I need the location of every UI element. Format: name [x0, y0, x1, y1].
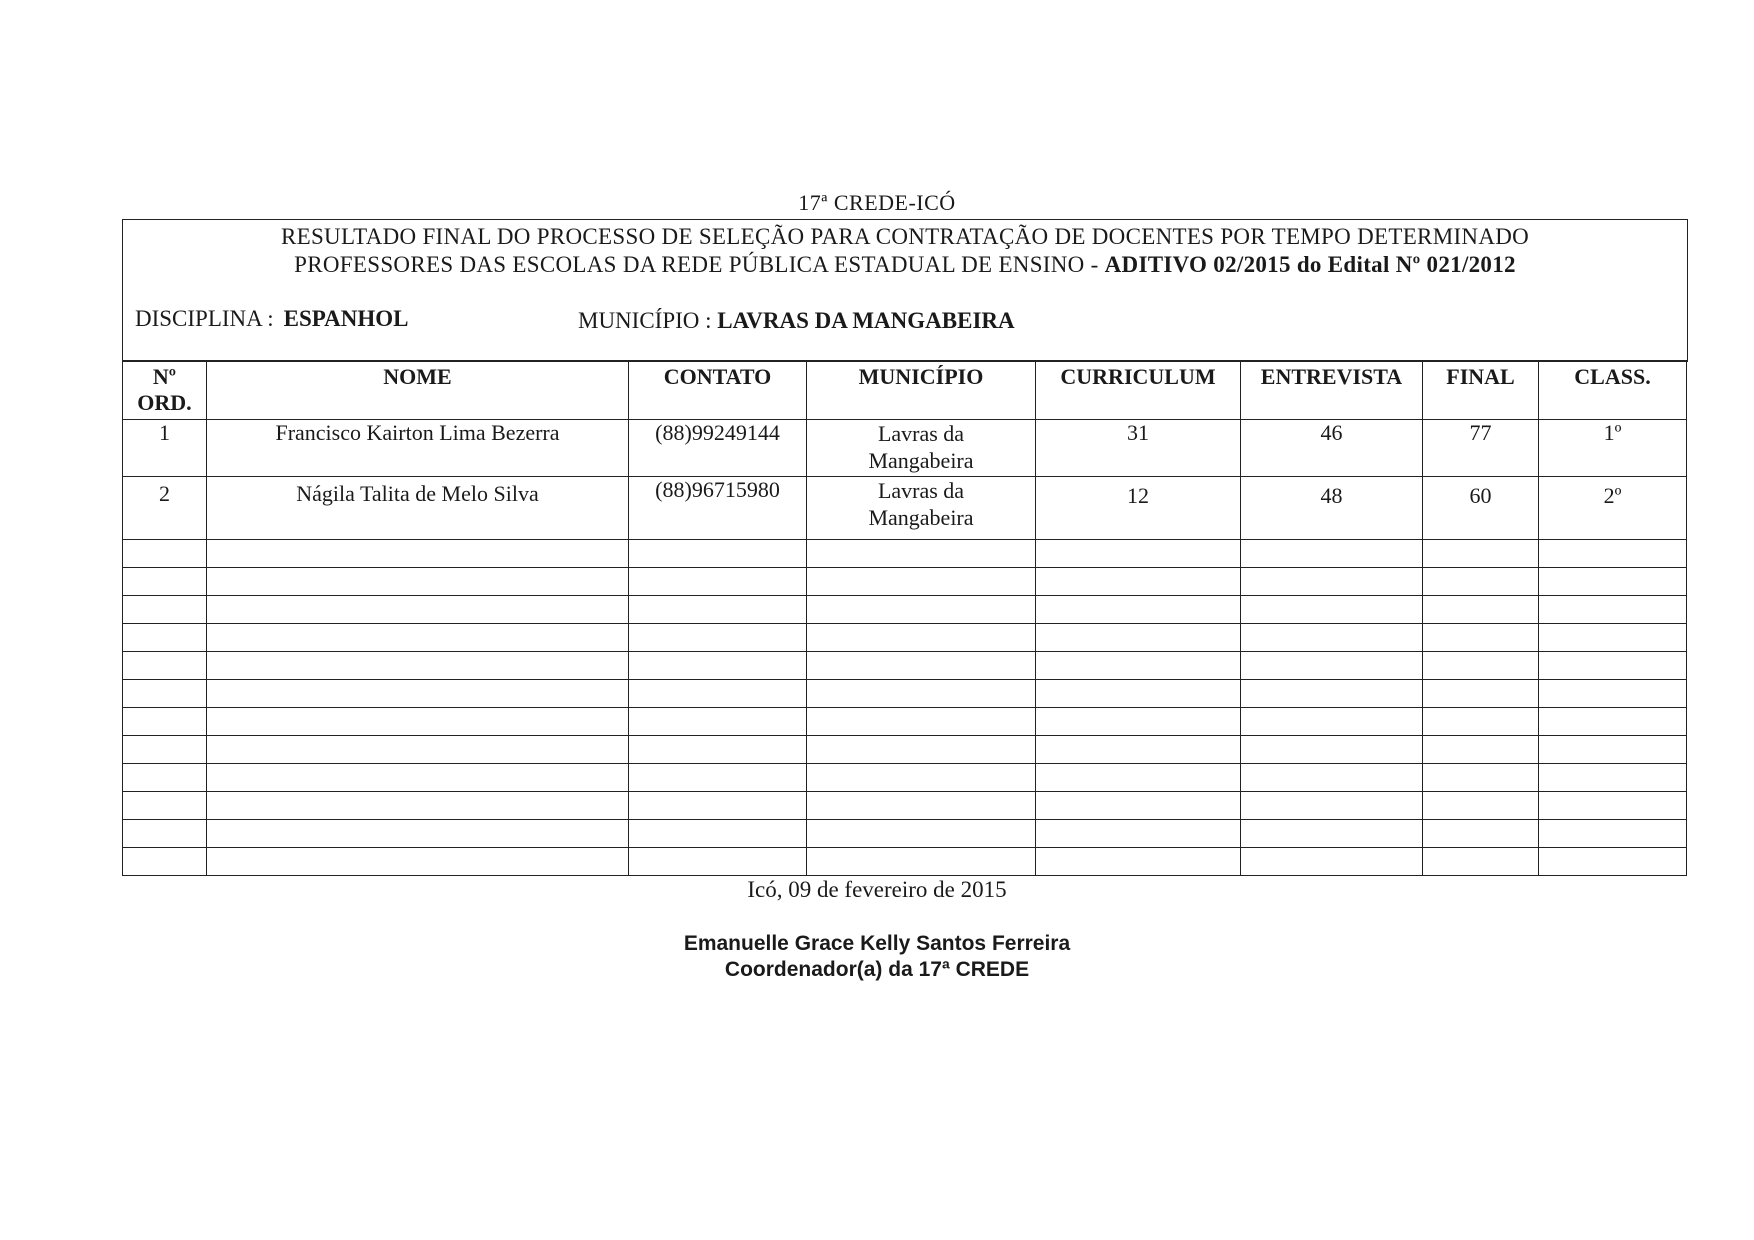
- empty-cell: [207, 624, 629, 652]
- cell-final: 77: [1423, 420, 1539, 477]
- empty-cell: [1036, 680, 1241, 708]
- empty-cell: [1036, 848, 1241, 876]
- empty-cell: [123, 820, 207, 848]
- empty-cell: [807, 792, 1036, 820]
- empty-cell: [1539, 820, 1687, 848]
- empty-cell: [807, 624, 1036, 652]
- header-contato: CONTATO: [629, 361, 807, 420]
- cell-nome: Francisco Kairton Lima Bezerra: [207, 420, 629, 477]
- empty-cell: [1036, 708, 1241, 736]
- empty-cell: [629, 736, 807, 764]
- header-entrevista: ENTREVISTA: [1241, 361, 1423, 420]
- empty-cell: [123, 792, 207, 820]
- header-nome: NOME: [207, 361, 629, 420]
- empty-cell: [1539, 680, 1687, 708]
- cell-contato: (88)96715980: [629, 477, 807, 540]
- empty-cell: [1036, 596, 1241, 624]
- empty-cell: [1241, 792, 1423, 820]
- empty-cell: [1539, 764, 1687, 792]
- empty-cell: [629, 624, 807, 652]
- empty-cell: [1241, 652, 1423, 680]
- header-final: FINAL: [1423, 361, 1539, 420]
- cell-municipio-line2: Mangabeira: [868, 505, 974, 530]
- empty-cell: [1423, 848, 1539, 876]
- empty-cell: [1423, 820, 1539, 848]
- empty-cell: [123, 596, 207, 624]
- cell-ord: 1: [123, 420, 207, 477]
- header-title-line1: RESULTADO FINAL DO PROCESSO DE SELEÇÃO PARA CONTRATAÇÃO DE DOCENTES POR TEMPO DETERMINADO: [280, 224, 1530, 249]
- empty-cell: [1539, 596, 1687, 624]
- empty-cell: [1423, 736, 1539, 764]
- empty-cell: [807, 680, 1036, 708]
- header-municipio: MUNICÍPIO: [807, 361, 1036, 420]
- cell-class: 1º: [1539, 420, 1687, 477]
- empty-cell: [1423, 652, 1539, 680]
- empty-cell: [1423, 708, 1539, 736]
- empty-cell: [1539, 792, 1687, 820]
- header-class: CLASS.: [1539, 361, 1687, 420]
- cell-municipio-line1: Lavras da: [877, 478, 965, 503]
- empty-cell: [629, 708, 807, 736]
- empty-cell: [1423, 568, 1539, 596]
- empty-cell: [629, 568, 807, 596]
- empty-cell: [123, 708, 207, 736]
- cell-contato: (88)99249144: [629, 420, 807, 477]
- empty-cell: [207, 820, 629, 848]
- empty-cell: [1423, 764, 1539, 792]
- empty-cell: [123, 652, 207, 680]
- header-curriculum: CURRICULUM: [1036, 361, 1241, 420]
- cell-entrevista: 48: [1241, 477, 1423, 540]
- empty-cell: [123, 736, 207, 764]
- empty-cell: [1036, 652, 1241, 680]
- empty-cell: [123, 764, 207, 792]
- results-table: [122, 360, 1687, 876]
- cell-municipio: [807, 420, 1036, 477]
- empty-cell: [807, 568, 1036, 596]
- empty-cell: [629, 596, 807, 624]
- empty-cell: [807, 540, 1036, 568]
- empty-cell: [807, 820, 1036, 848]
- empty-cell: [1241, 568, 1423, 596]
- signatory-role: Coordenador(a) da 17ª CREDE: [724, 958, 1030, 981]
- cell-municipio: [807, 477, 1036, 540]
- cell-entrevista: 46: [1241, 420, 1423, 477]
- disciplina-label: DISCIPLINA :: [135, 306, 274, 331]
- empty-cell: [207, 596, 629, 624]
- document-date: Icó, 09 de fevereiro de 2015: [747, 877, 1007, 902]
- empty-cell: [629, 680, 807, 708]
- municipio-value: LAVRAS DA MANGABEIRA: [717, 308, 1015, 333]
- disciplina-field: [135, 306, 408, 332]
- empty-cell: [1423, 596, 1539, 624]
- empty-cell: [807, 736, 1036, 764]
- header-title-line2: [123, 252, 1687, 278]
- document-title: 17ª CREDE-ICÓ: [798, 190, 956, 215]
- municipio-field: [578, 308, 1015, 334]
- empty-table-row: [123, 540, 1687, 568]
- empty-cell: [1241, 736, 1423, 764]
- empty-cell: [1241, 764, 1423, 792]
- empty-cell: [1036, 568, 1241, 596]
- empty-table-row: [123, 848, 1687, 876]
- header-box: [122, 219, 1688, 362]
- empty-cell: [1539, 848, 1687, 876]
- empty-cell: [123, 624, 207, 652]
- cell-class: 2º: [1539, 477, 1687, 540]
- empty-cell: [1036, 540, 1241, 568]
- empty-cell: [1539, 540, 1687, 568]
- empty-cell: [1423, 792, 1539, 820]
- empty-cell: [1539, 652, 1687, 680]
- table-row: [123, 420, 1687, 477]
- empty-cell: [629, 820, 807, 848]
- empty-cell: [629, 540, 807, 568]
- empty-cell: [629, 764, 807, 792]
- empty-cell: [1241, 540, 1423, 568]
- empty-table-row: [123, 652, 1687, 680]
- empty-cell: [807, 848, 1036, 876]
- cell-municipio-line1: Lavras da: [877, 421, 965, 446]
- empty-cell: [1539, 624, 1687, 652]
- empty-cell: [207, 568, 629, 596]
- empty-cell: [1036, 624, 1241, 652]
- cell-final: 60: [1423, 477, 1539, 540]
- empty-cell: [1241, 820, 1423, 848]
- empty-table-row: [123, 708, 1687, 736]
- empty-cell: [1423, 680, 1539, 708]
- empty-table-row: [123, 764, 1687, 792]
- empty-cell: [1241, 680, 1423, 708]
- empty-cell: [123, 540, 207, 568]
- empty-cell: [1539, 568, 1687, 596]
- cell-ord: 2: [123, 477, 207, 540]
- cell-municipio-line2: Mangabeira: [868, 448, 974, 473]
- empty-cell: [207, 680, 629, 708]
- header-line2-edital: ADITIVO 02/2015 do Edital Nº 021/2012: [1104, 252, 1516, 277]
- header-ord: [123, 361, 207, 420]
- empty-table-row: [123, 624, 1687, 652]
- empty-cell: [123, 680, 207, 708]
- signatory-name: Emanuelle Grace Kelly Santos Ferreira: [683, 932, 1071, 955]
- empty-cell: [807, 652, 1036, 680]
- empty-cell: [807, 764, 1036, 792]
- empty-cell: [629, 848, 807, 876]
- empty-cell: [207, 652, 629, 680]
- empty-cell: [207, 848, 629, 876]
- empty-cell: [207, 540, 629, 568]
- empty-cell: [207, 708, 629, 736]
- table-row: [123, 477, 1687, 540]
- header-line2-prefix: PROFESSORES DAS ESCOLAS DA REDE PÚBLICA ESTADUAL DE ENSINO -: [294, 252, 1105, 277]
- table-header-row: [123, 361, 1687, 420]
- empty-cell: [1241, 624, 1423, 652]
- empty-cell: [807, 596, 1036, 624]
- empty-table-row: [123, 792, 1687, 820]
- empty-cell: [807, 708, 1036, 736]
- empty-cell: [1423, 624, 1539, 652]
- empty-cell: [1539, 736, 1687, 764]
- empty-cell: [207, 764, 629, 792]
- empty-cell: [1036, 764, 1241, 792]
- disciplina-value: ESPANHOL: [283, 306, 409, 331]
- empty-cell: [207, 736, 629, 764]
- cell-curriculum: 12: [1036, 477, 1241, 540]
- municipio-label: MUNICÍPIO :: [578, 308, 718, 333]
- empty-cell: [1241, 848, 1423, 876]
- header-ord-line1: Nº: [152, 364, 177, 389]
- cell-nome: Nágila Talita de Melo Silva: [207, 477, 629, 540]
- header-ord-line2: ORD.: [137, 390, 192, 415]
- cell-curriculum: 31: [1036, 420, 1241, 477]
- empty-cell: [123, 568, 207, 596]
- empty-cell: [629, 652, 807, 680]
- empty-table-row: [123, 680, 1687, 708]
- empty-cell: [1036, 820, 1241, 848]
- empty-table-row: [123, 568, 1687, 596]
- empty-cell: [1241, 708, 1423, 736]
- empty-cell: [123, 848, 207, 876]
- empty-cell: [1539, 708, 1687, 736]
- empty-cell: [207, 792, 629, 820]
- empty-table-row: [123, 596, 1687, 624]
- empty-cell: [1423, 540, 1539, 568]
- empty-cell: [1036, 792, 1241, 820]
- empty-cell: [1241, 596, 1423, 624]
- empty-cell: [629, 792, 807, 820]
- empty-cell: [1036, 736, 1241, 764]
- empty-table-row: [123, 736, 1687, 764]
- empty-table-row: [123, 820, 1687, 848]
